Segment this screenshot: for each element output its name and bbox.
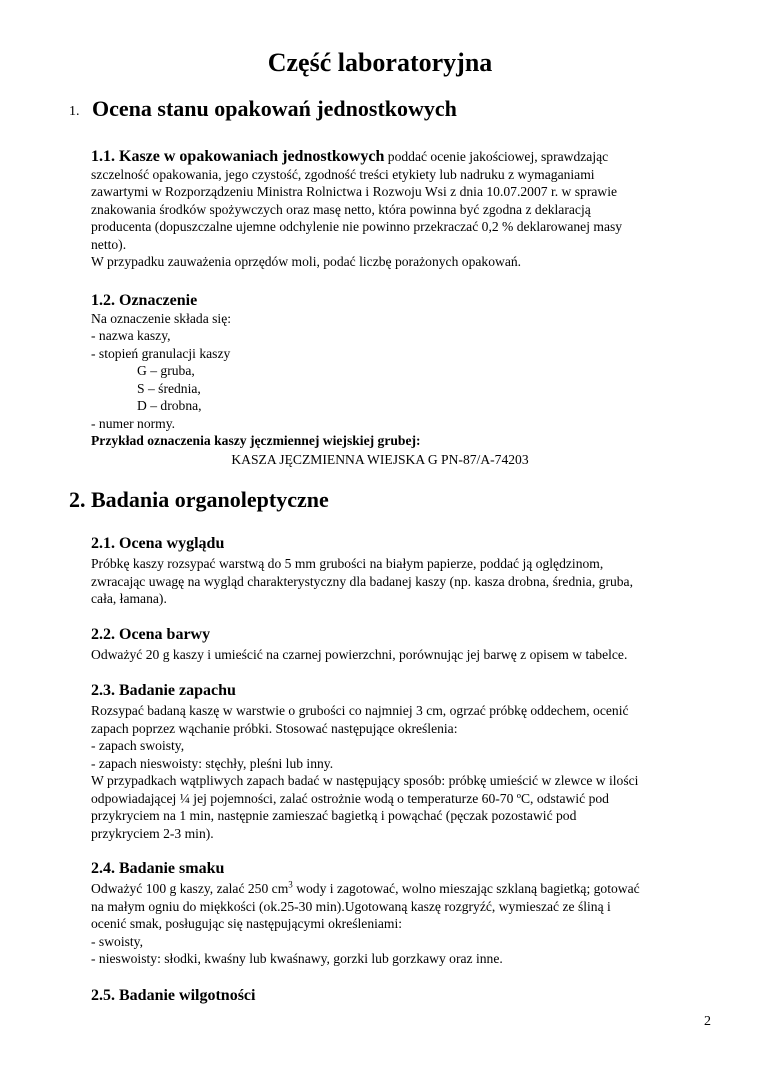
paragraph-line: netto). xyxy=(91,236,127,252)
example-label: Przykład oznaczenia kaszy jęczmiennej wiejskiej grubej: xyxy=(91,433,421,448)
grade-item: S – średnia, xyxy=(137,380,201,396)
section-2-2-heading: 2.2. Ocena barwy xyxy=(91,626,211,643)
paragraph-line: zapach poprzez wąchanie próbki. Stosować następujące określenia: xyxy=(91,720,458,736)
section-2-5-heading: 2.5. Badanie wilgotności xyxy=(91,987,256,1004)
paragraph-line: znakowania środków spożywczych oraz masę netto, która powinna być zgodna z deklaracją xyxy=(91,201,591,217)
paragraph-line: cała, łamana). xyxy=(91,591,167,606)
paragraph-line: przykryciem 2-3 min). xyxy=(91,825,214,841)
paragraph-line: poddać ocenie jakościowej, sprawdzając xyxy=(387,149,609,164)
page-title: Część laboratoryjna xyxy=(267,48,493,77)
paragraph-line: ocenić smak, posługując się następującymi określeniami: xyxy=(91,916,403,931)
list-item: - zapach nieswoisty: stęchły, pleśni lub inny. xyxy=(91,755,334,771)
section-1-number: 1. xyxy=(69,104,80,119)
paragraph-line: Na oznaczenie składa się: xyxy=(91,310,232,326)
section-2-2 xyxy=(91,646,711,664)
section-2-1-heading: 2.1. Ocena wyglądu xyxy=(91,535,225,552)
grade-item: G – gruba, xyxy=(137,363,195,378)
text-run: Odważyć 100 g kaszy, zalać 250 cm xyxy=(91,881,289,896)
page-number: 2 xyxy=(704,1014,711,1029)
paragraph-line: zawartymi w Rozporządzeniu Ministra Rolnictwa i Rozwoju Wsi z dnia 10.07.2007 r. w sprawie xyxy=(91,184,618,199)
list-item: - stopień granulacji kaszy xyxy=(91,345,231,361)
paragraph-line: na małym ogniu do miękkości (ok.25-30 min).Ugotowaną kaszę rozgryźć, wymieszać ze śliną i xyxy=(91,898,611,914)
paragraph-line xyxy=(91,880,711,898)
list-item: - zapach swoisty, xyxy=(91,738,185,753)
paragraph-line: Odważyć 20 g kaszy i umieścić na czarnej powierzchni, porównując jej barwę z opisem w tabelce. xyxy=(91,647,628,662)
list-item: - swoisty, xyxy=(91,933,143,949)
paragraph-line: zwracając uwagę na wygląd charakterystyczny dla badanej kaszy (np. kasza drobna, średnia, gruba, xyxy=(91,573,633,589)
paragraph-line: Próbkę kaszy rozsypać warstwą do 5 mm grubości na białym papierze, poddać ją oględzinom, xyxy=(91,556,604,571)
list-item: - nieswoisty: słodki, kwaśny lub kwaśnawy, gorzki lub gorzkawy oraz inne. xyxy=(91,951,503,966)
section-2-3-heading: 2.3. Badanie zapachu xyxy=(91,682,236,699)
section-2-1 xyxy=(91,555,711,608)
section-2-4 xyxy=(91,880,711,968)
section-1-heading: Ocena stanu opakowań jednostkowych xyxy=(92,96,457,121)
section-1-1 xyxy=(91,148,711,271)
paragraph-line: przykryciem na 1 min, następnie zamieszać bagietką i powąchać (pęczak pozostawić pod xyxy=(91,808,577,823)
section-1-2-heading: 1.2. Oznaczenie xyxy=(91,292,198,309)
grade-item: D – drobna, xyxy=(137,398,202,413)
section-1-1-heading: 1.1. Kasze w opakowaniach jednostkowych xyxy=(91,148,385,165)
superscript: 3 xyxy=(288,879,293,890)
section-2-heading: 2. Badania organoleptyczne xyxy=(69,487,329,512)
example-designation: KASZA JĘCZMIENNA WIEJSKA G PN-87/A-74203 xyxy=(231,452,529,467)
section-1-2 xyxy=(91,292,711,450)
paragraph-line: W przypadkach wątpliwych zapach badać w następujący sposób: próbkę umieścić w zlewce w ilości xyxy=(91,773,639,788)
list-item: - nazwa kaszy, xyxy=(91,328,171,343)
list-item: - numer normy. xyxy=(91,415,176,431)
text-run: wody i zagotować, wolno mieszając szklaną bagietką; gotować xyxy=(292,881,640,896)
section-2-3 xyxy=(91,702,711,842)
paragraph-line: Rozsypać badaną kaszę w warstwie o grubości co najmniej 3 cm, ogrzać próbkę oddechem, ocenić xyxy=(91,703,629,718)
paragraph-line: odpowiadającej ¼ jej pojemności, zalać ostrożnie wodą o temperaturze 60-70 ºC, odstawić pod xyxy=(91,790,609,806)
paragraph-line: szczelność opakowania, jego czystość, zgodność treści etykiety lub nadruku z wymaganiami xyxy=(91,166,595,182)
paragraph-line: producenta (dopuszczalne ujemne odchylenie nie powinno przekraczać 0,2 % deklarowanej masy xyxy=(91,219,623,234)
section-2-4-heading: 2.4. Badanie smaku xyxy=(91,860,225,877)
paragraph-line: W przypadku zauważenia oprzędów moli, podać liczbę porażonych opakowań. xyxy=(91,254,522,269)
